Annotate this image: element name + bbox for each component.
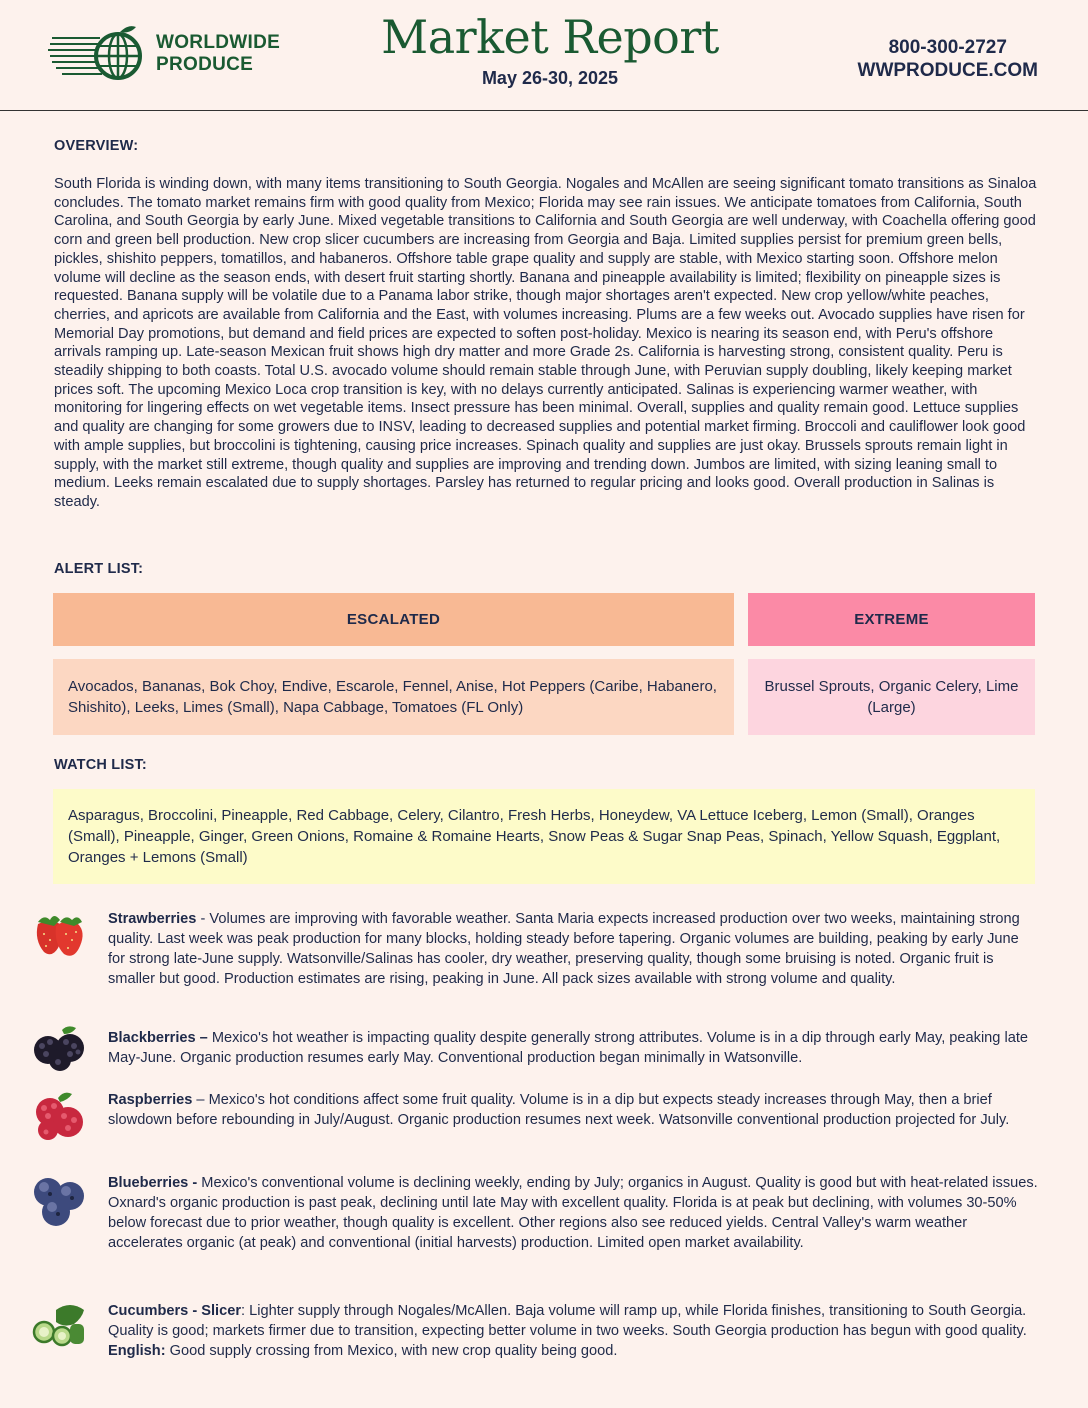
alert-list-label: ALERT LIST:	[54, 561, 144, 577]
commodity-name: Blueberries -	[108, 1175, 198, 1191]
commodity-name: Strawberries	[108, 911, 197, 927]
phone-number: 800-300-2727	[888, 37, 1007, 58]
brand-line-1: WORLDWIDE	[156, 32, 281, 53]
strawberry-icon	[30, 910, 88, 960]
commodity-cucumbers	[108, 1301, 1038, 1361]
commodity-blueberries	[108, 1173, 1038, 1253]
extreme-items: Brussel Sprouts, Organic Celery, Lime (Large)	[748, 659, 1035, 735]
commodity-text: Mexico's hot weather is impacting quality despite generally strong attributes. Volume is in a dip through early May, peaking late May-June. Organic production resumes early May. Conventional production began minimally in Watsonville.	[108, 1030, 1029, 1066]
blackberry-icon	[32, 1022, 88, 1072]
commodity-text: Mexico's conventional volume is declining weekly, ending by July; organics in August. Quality is good but with heat-related issues. Oxnard's organic production is past peak, declining until late May with excellent quality. Florida is at peak but declining, with volumes 30-50% below forecast due to prior weather, though quality is excellent. Other regions also see reduced yields. Central Valley's warm weather accelerates organic (at peak) and conventional (initial harvests) production. Limited open market availability.	[108, 1175, 1038, 1251]
overview-text: South Florida is winding down, with many items transitioning to South Georgia. Nogales and McAllen are seeing significant tomato transitions as Sinaloa concludes. The tomato market remains firm with good quality from Mexico; Florida may see rain issues. We anticipate tomatoes from California, South Carolina, and South Georgia by early June. Mixed vegetable transitions to California and South Georgia are well underway, with Coachella offering good corn and green bell production. New crop slicer cucumbers are increasing from Georgia and Baja. Limited supplies persist for premium green bells, pickles, shishito peppers, tomatillos, and habaneros. Offshore table grape quality and supply are stable, with Mexico starting soon. Offshore melon volume will decline as the season ends, with desert fruit starting shortly. Banana and pineapple availability is limited; flexibility on pineapple sizes is requested. Banana supply will be volatile due to a Panama labor strike, though major shortages aren't expected. New crop yellow/white peaches, cherries, and apricots are available from California and the East, with volumes increasing. Plums are a few weeks out. Avocado supplies have risen for Memorial Day promotions, but demand and field prices are expected to soften post-holiday. Mexico is nearing its season end, with Peru's offshore arrivals ramping up. Late-season Mexican fruit shows high dry matter and more Grade 2s. California is harvesting strong, consistent quality. Peru is steadily shipping to both coasts. Total U.S. avocado volume should remain stable through June, with Peruvian supply doubling, likely keeping market prices soft. The upcoming Mexico Loca crop transition is key, with no delays currently anticipated. Salinas is experiencing warmer weather, with monitoring for lingering effects on wet vegetable items. Insect pressure has been minimal. Overall, supplies and quality remain good. Lettuce supplies and quality are changing for some growers due to INSV, leading to decreased supplies and potential market firming. Broccoli and cauliflower look good with ample supplies, but broccolini is tightening, causing price increases. Spinach quality and supplies are just okay. Brussels sprouts remain light in supply, with the market still extreme, though quality and supplies are improving and trending down. Jumbos are limited, with sizing leaning small to medium. Leeks remain escalated due to supply shortages. Parsley has returned to regular pricing and looks good. Overall production in Salinas is steady.	[54, 176, 1037, 510]
globe-logo-icon	[48, 22, 148, 88]
commodity-text: Volumes are improving with favorable weather. Santa Maria expects increased production over two weeks, maintaining strong quality. Last week was peak production for many blocks, holding steady before tapering. Organic volumes are building, peaking by early June for strong late-June supply. Watsonville/Salinas has cooler, dry weather, preserving quality, though some bruising is noted. Organic fruit is smaller but good. Production estimates are rising, peaking in June. All pack sizes available with strong volume and quality.	[108, 911, 1020, 987]
commodity-strawberries	[108, 909, 1038, 989]
commodity-blackberries	[108, 1028, 1038, 1068]
commodity-subname: English:	[108, 1343, 166, 1359]
overview-label: OVERVIEW:	[54, 138, 139, 154]
blueberry-icon	[30, 1174, 88, 1228]
raspberry-icon	[32, 1090, 88, 1144]
commodity-text: Mexico's hot conditions affect some fruit quality. Volume is in a dip but expects steady increases through May, then a brief slowdown before rebounding in July/August. Organic production resumes next week. Watsonville conventional production projected for July.	[108, 1092, 1010, 1128]
escalated-header	[53, 593, 734, 646]
cucumber-icon	[30, 1302, 88, 1350]
commodity-sep: -	[196, 911, 210, 927]
commodity-name: Cucumbers - Slicer	[108, 1303, 242, 1319]
title-block	[340, 8, 760, 89]
commodity-sep: –	[192, 1092, 209, 1108]
commodity-name: Blackberries –	[108, 1030, 208, 1046]
extreme-header	[748, 593, 1035, 646]
commodity-name: Raspberries	[108, 1092, 193, 1108]
page-title: Market Report	[381, 10, 719, 64]
report-header	[0, 0, 1088, 111]
commodity-sep: :	[241, 1303, 250, 1319]
commodity-subtext: Good supply crossing from Mexico, with new crop quality being good.	[165, 1343, 618, 1359]
commodity-text: Lighter supply through Nogales/McAllen. Baja volume will ramp up, while Florida finishes, transitioning to South Georgia. Quality is good; markets firmer due to transition, expecting better volume in two weeks. South Georgia production has begun with good quality.	[108, 1303, 1027, 1339]
brand-line-2: PRODUCE	[156, 54, 254, 75]
escalated-title: ESCALATED	[346, 611, 441, 628]
contact-info	[858, 36, 1038, 82]
escalated-items: Avocados, Bananas, Bok Choy, Endive, Escarole, Fennel, Anise, Hot Peppers (Caribe, Habanero, Shishito), Leeks, Limes (Small), Napa Cabbage, Tomatoes (FL Only)	[53, 659, 734, 735]
brand-name	[156, 32, 280, 76]
commodity-raspberries	[108, 1090, 1038, 1130]
watch-list-items: Asparagus, Broccolini, Pineapple, Red Cabbage, Celery, Cilantro, Fresh Herbs, Honeydew, VA Lettuce Iceberg, Lemon (Small), Oranges (Small), Pineapple, Ginger, Green Onions, Romaine & Romaine Hearts, Snow Peas & Sugar Snap Peas, Spinach, Yellow Squash, Eggplant, Oranges + Lemons (Small)	[53, 789, 1035, 884]
brand-logo	[48, 22, 308, 88]
extreme-title: EXTREME	[854, 611, 929, 628]
website-link[interactable]: WWPRODUCE.COM	[857, 60, 1038, 81]
report-date: May 26-30, 2025	[481, 68, 619, 88]
watch-list-label: WATCH LIST:	[54, 757, 147, 773]
